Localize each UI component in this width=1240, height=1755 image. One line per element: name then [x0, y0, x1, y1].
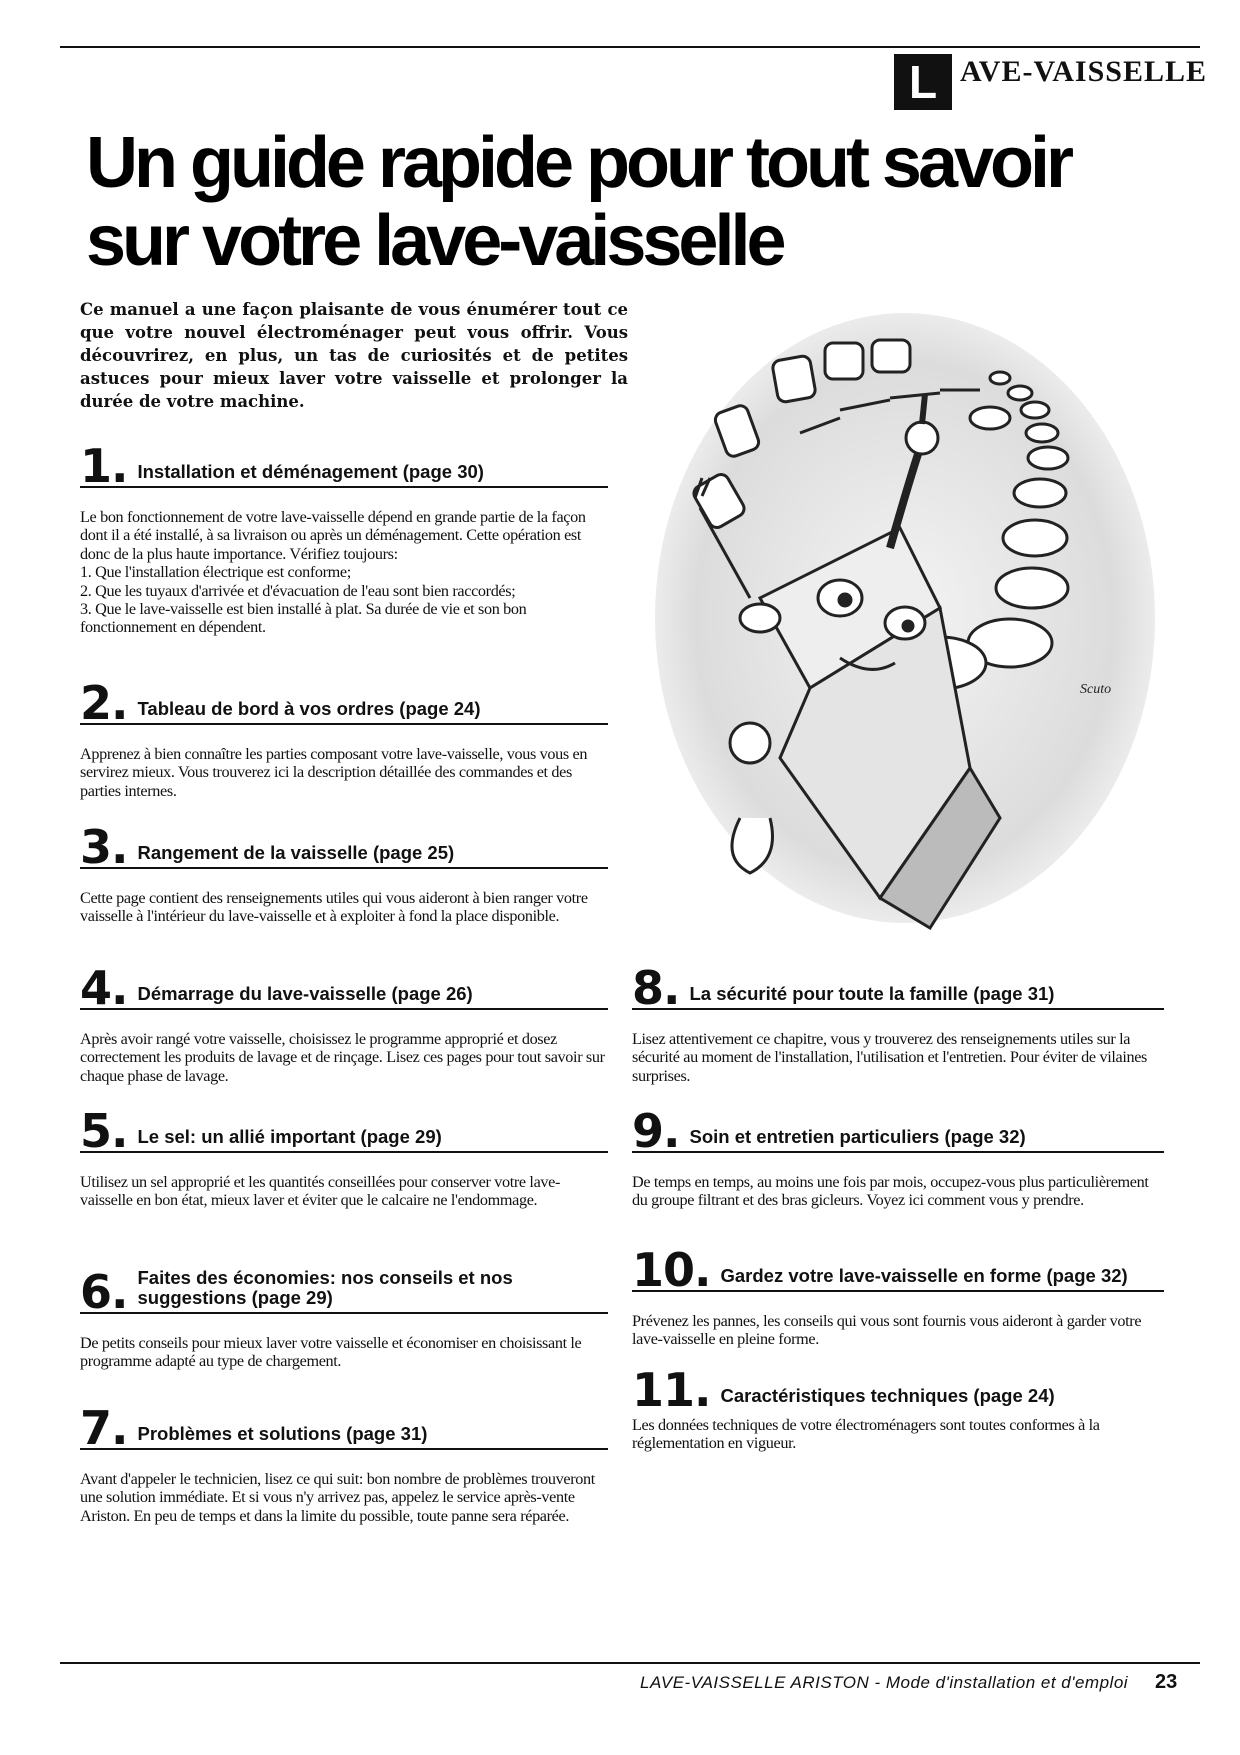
section-body: Le bon fonctionnement de votre lave-vaisselle dépend en grande partie de la façon dont il a été installé, à sa livraison ou après un déménagement. Cette opération est donc de la plus haute importance. Vérifiez toujours: 1. Que l'installation électrique est conforme; 2. Que les tuyaux d'arrivée et d'évacuation de l'eau sont bien raccordés; 3. Que le lave-vaisselle est bien installé à plat. Sa durée de vie et son bon fonctionnement en dépendent. — [80, 508, 586, 637]
section-number: 11. — [632, 1363, 711, 1417]
section-body: Utilisez un sel approprié et les quantités conseillées pour conserver votre lave-vaisselle en bon état, mieux laver et éviter que le calcaire ne l'endommage. — [80, 1173, 561, 1210]
illustration-signature: Scuto — [1080, 682, 1112, 697]
page-title-line-2: sur votre lave-vaisselle — [86, 201, 783, 281]
page-number: 23 — [1155, 1671, 1178, 1693]
section-title: Démarrage du lave-vaisselle (page 26) — [137, 983, 473, 1004]
section-2 — [80, 676, 608, 800]
section-header — [80, 1401, 608, 1455]
section-body: Apprenez à bien connaître les parties composant votre lave-vaisselle, vous vous en servirez mieux. Vous trouverez ici la description détaillée des commandes et des parties internes. — [80, 745, 588, 800]
section-title: Gardez votre lave-vaisselle en forme (page 32) — [720, 1265, 1128, 1286]
section-title: La sécurité pour toute la famille (page 31) — [689, 983, 1055, 1004]
section-number: 5. — [80, 1104, 128, 1158]
section-header — [80, 1265, 608, 1319]
section-6 — [80, 1265, 608, 1371]
section-5 — [80, 1104, 608, 1210]
section-11 — [632, 1363, 1164, 1453]
section-number: 9. — [632, 1104, 680, 1158]
section-3 — [80, 820, 608, 926]
section-number: 7. — [80, 1401, 128, 1455]
bottom-rule — [60, 1662, 1200, 1664]
page-title-line-1: Un guide rapide pour tout savoir — [86, 123, 1071, 203]
section-title: Caractéristiques techniques (page 24) — [720, 1385, 1055, 1406]
section-header — [80, 439, 608, 493]
section-body: Après avoir rangé votre vaisselle, choisissez le programme approprié et dosez correctement les produits de lavage et de rinçage. Lisez ces pages pour tout savoir sur chaque phase de lavage. — [80, 1030, 605, 1085]
section-number: 8. — [632, 961, 680, 1015]
header-badge: L — [894, 54, 952, 110]
section-title: Le sel: un allié important (page 29) — [137, 1126, 442, 1147]
section-header — [632, 1363, 1164, 1417]
section-body: De petits conseils pour mieux laver votre vaisselle et économiser en choisissant le programme adapté au type de chargement. — [80, 1334, 582, 1371]
section-number: 4. — [80, 961, 128, 1015]
section-1 — [80, 439, 608, 637]
section-header — [632, 961, 1164, 1015]
section-header — [632, 1104, 1164, 1158]
footer-text: LAVE-VAISSELLE ARISTON - Mode d'installation et d'emploi — [640, 1673, 1129, 1692]
section-8 — [632, 961, 1164, 1085]
section-number: 6. — [80, 1265, 128, 1319]
cartoon-illustration — [640, 298, 1170, 948]
section-10 — [632, 1243, 1164, 1349]
section-number: 1. — [80, 439, 128, 493]
section-header — [80, 961, 608, 1015]
section-title: Tableau de bord à vos ordres (page 24) — [137, 698, 481, 719]
section-header — [80, 676, 608, 730]
section-body: Les données techniques de votre électroménagers sont toutes conformes à la réglementation en vigueur. — [632, 1416, 1100, 1453]
section-9 — [632, 1104, 1164, 1210]
section-number: 3. — [80, 820, 128, 874]
section-body: Prévenez les pannes, les conseils qui vous sont fournis vous aideront à garder votre lave-vaisselle en pleine forme. — [632, 1312, 1142, 1349]
top-rule — [60, 46, 1200, 48]
section-title: Faites des économies: nos conseils et nos suggestions (page 29) — [137, 1267, 513, 1308]
section-number: 10. — [632, 1243, 711, 1297]
section-title: Soin et entretien particuliers (page 32) — [689, 1126, 1026, 1147]
section-body: Lisez attentivement ce chapitre, vous y trouverez des renseignements utiles sur la sécurité au moment de l'installation, l'utilisation et l'entretien. Pour éviter de vilaines surprises. — [632, 1030, 1147, 1085]
section-body: Avant d'appeler le technicien, lisez ce qui suit: bon nombre de problèmes trouveront une solution immédiate. Et si vous n'y arrivez pas, appelez le service après-vente Ariston. En peu de temps et dans la limite du possible, toute panne sera réparée. — [80, 1470, 595, 1525]
section-title: Installation et déménagement (page 30) — [137, 461, 484, 482]
section-header — [80, 820, 608, 874]
section-header — [632, 1243, 1164, 1297]
section-title: Rangement de la vaisselle (page 25) — [137, 842, 455, 863]
section-header — [80, 1104, 608, 1158]
header-section-title: AVE-VAISSELLE — [960, 55, 1208, 88]
section-body: Cette page contient des renseignements utiles qui vous aideront à bien ranger votre vaisselle à l'intérieur du lave-vaisselle et à exploiter à fond la place disponible. — [80, 889, 588, 926]
section-title: Problèmes et solutions (page 31) — [137, 1423, 428, 1444]
page-title — [86, 124, 1166, 280]
section-body: De temps en temps, au moins une fois par mois, occupez-vous plus particulièrement du groupe filtrant et des bras gicleurs. Voyez ici comment vous y prendre. — [632, 1173, 1149, 1210]
intro-paragraph: Ce manuel a une façon plaisante de vous énumérer tout ce que votre nouvel électroménager peut vous offrir. Vous découvrirez, en plus, un tas de curiosités et de petites astuces pour mieux laver votre vaisselle et prolonger la durée de votre machine. — [80, 300, 628, 411]
section-number: 2. — [80, 676, 128, 730]
section-7 — [80, 1401, 608, 1525]
section-4 — [80, 961, 608, 1085]
